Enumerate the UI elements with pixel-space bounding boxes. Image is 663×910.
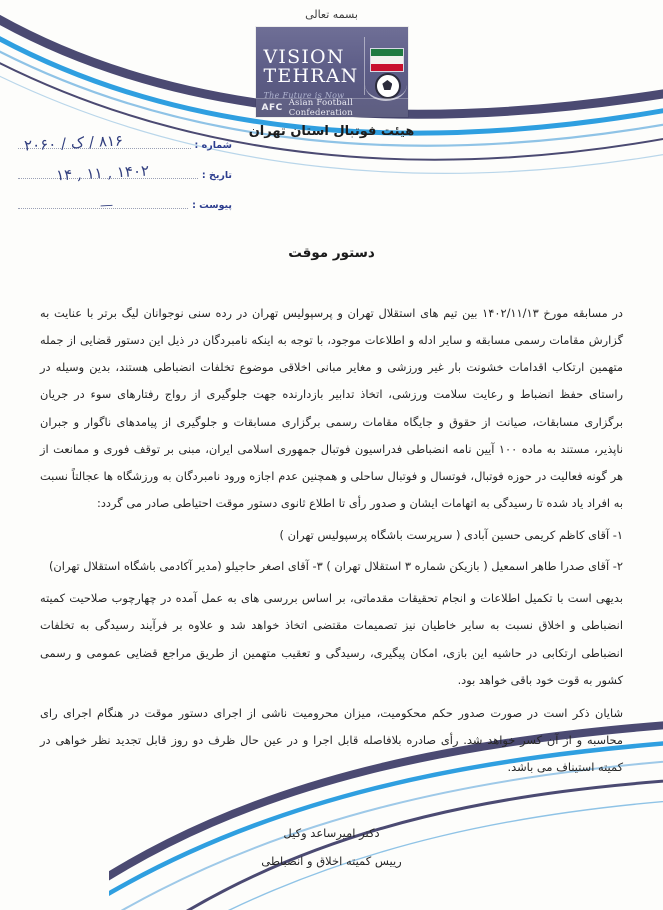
signer-role: رییس کمیته اخلاق و انضباطی [261, 854, 402, 868]
date-handwritten-value: ۱۴۰۲ , ۱۱ , ۱۴ [55, 161, 150, 185]
list-item: ۲- آقای صدرا طاهر اسمعیل ( بازیکن شماره ۳ استقلال تهران ) ۳- آقای اصغر حاجیلو (مدیر آکادمی باشگاه استقلال تهران) [48, 559, 623, 574]
body-paragraph-1: در مسابقه مورخ ۱۴۰۲/۱۱/۱۳ بین تیم های استقلال تهران و پرسپولیس تهران در رده سنی نوجوانان لیگ برتر با عنایت به گزارش مقامات رسمی مسابقه و سایر ادله و اطلاعات موجود، با توجه به اینکه نامبردگان در ذیل این دستور قضایی از جمله متهمین ارتکاب اقدامات خشونت بار غیر ورزشی و مغایر مبانی اخلاقی موضوع تخلفات انضباطی هستند، بدین وسیله در راستای حفظ انضباط و رعایت سلامت ورزشی، اتخاذ تدابیر بازدارنده جهت جلوگیری از رواج رفتارهای سوء در جریان برگزاری مسابقات، صیانت از حقوق و جایگاه مقامات رسمی برگزاری مسابقات و جلوگیری از پیامدهای ناگوار و جبران ناپذیر، مستند به ماده ۱۰۰ آیین نامه انضباطی فدراسیون فوتبال جمهوری اسلامی ایران، مبنی بر توقف فوری و ممانعت از هر گونه فعالیت در حوزه فوتبال، فوتسال و فوتبال ساحلی و همچنین عدم اجازه ورود نامبردگان به ورزشگاه ها عجالتاً نسبت به افراد یاد شده تا رسیدگی به اتهامات ایشان و صدور رأی تا اطلاع ثانوی دستور موقت احتیاطی صادر می گردد: [40, 306, 623, 510]
date-label: تاریخ : [201, 170, 232, 181]
attachment-handwritten-value: — [99, 197, 114, 214]
document-header [0, 0, 663, 139]
vision-tehran-logo [256, 27, 408, 117]
organization-name: هیئت فوتبال استان تهران [248, 124, 415, 139]
number-handwritten-value: ۸۱۶ / ک / ۲۰۶۰ [23, 131, 124, 155]
attachment-label: پیوست : [192, 200, 232, 211]
document-body [40, 300, 623, 787]
meta-row-attachment [18, 197, 232, 214]
afc-mark-icon: AFC [261, 103, 283, 113]
body-paragraph-2: بدیهی است با تکمیل اطلاعات و انجام تحقیقات مقدماتی، بر اساس بررسی های به عمل آمده در چهارچوب صلاحیت کمیته انضباطی و اخلاق نسبت به سایر خاطیان نیز تصمیمات مقتضی اتخاذ خواهد شد و علاوه بر فرآیند رسیدگی به تخلفات انضباطی ارتکابی در حاشیه این بازی، امکان پیگیری، رسیدگی و تعقیب متهمین از طریق مراجع قضایی عمومی و رسمی کشور به قوت خود باقی خواهد بود. [40, 591, 623, 687]
signer-name: دکتر امیرساعد وکیل [283, 826, 380, 840]
bismillah-text: بسمه تعالی [305, 8, 358, 21]
number-label: شماره : [194, 140, 232, 151]
logo-title-line1: VISION [263, 46, 345, 68]
signature-block [0, 826, 663, 868]
logo-title-line2: TEHRAN [263, 65, 359, 87]
page-title: دستور موقت [288, 245, 375, 261]
afc-bar [256, 98, 408, 117]
body-paragraph-3: شایان ذکر است در صورت صدور حکم محکومیت، میزان محرومیت ناشی از اجرای دستور موقت در هنگام اجرای رای محاسبه و از آن کسر خواهد شد. رأی صادره بلافاصله قابل اجرا و در عین حال ظرف دو روز قابل تجدید نظر خواهی در کمیته استیناف می باشد. [40, 705, 623, 775]
afc-label: Asian Football Confederation [288, 98, 354, 118]
iran-football-federation-crest-icon [365, 45, 407, 101]
logo-tagline: The Future is Now [263, 91, 345, 100]
list-item: ۱- آقای کاظم کریمی حسین آبادی ( سرپرست باشگاه پرسپولیس تهران ) [279, 528, 623, 543]
